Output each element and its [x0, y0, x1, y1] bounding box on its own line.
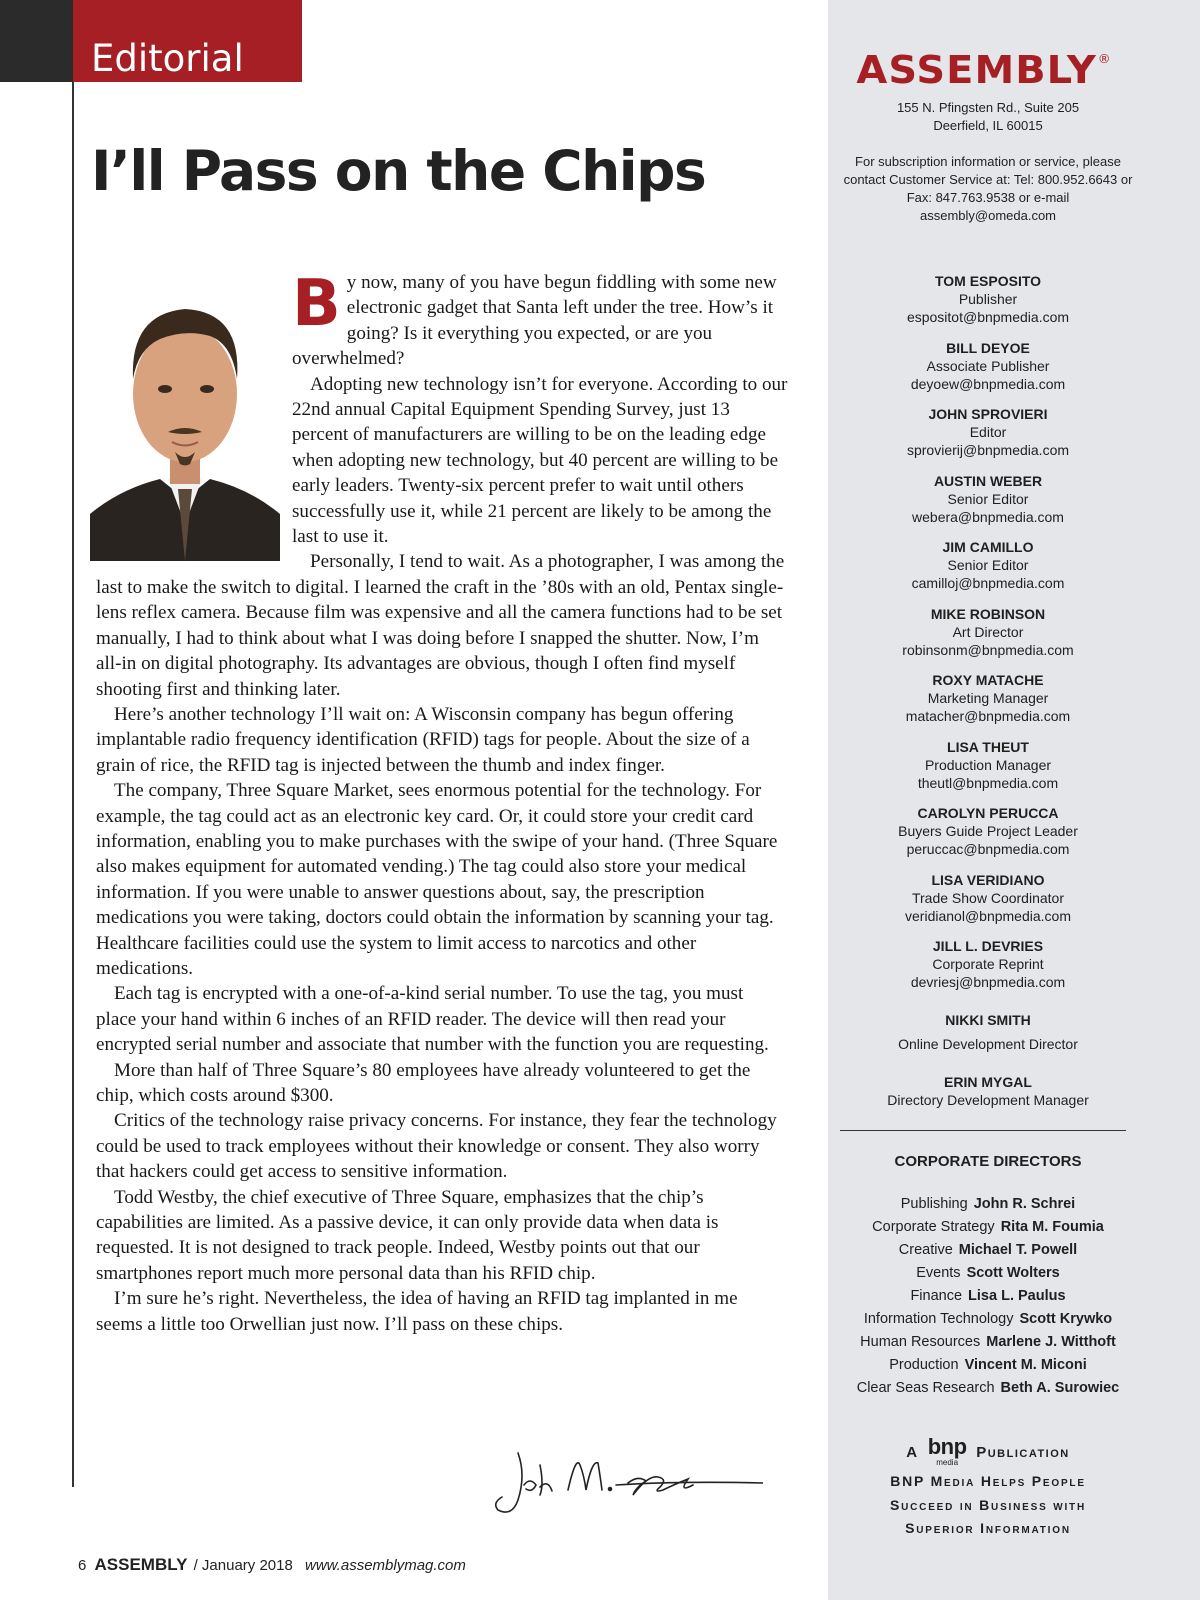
staff-entry — [828, 605, 1148, 659]
corporate-directors-heading: CORPORATE DIRECTORS — [894, 1153, 1082, 1170]
staff-title: Directory Development Manager — [887, 1092, 1089, 1108]
article-paragraph: Adopting new technology isn’t for everyone. According to our 22nd annual Capital Equipment Spending Survey, just 13 percent of manufacturers are willing to be on the leading edge when adopting new technology, but 40 percent are willing to be early leaders. Twenty-six percent prefer to wait until others successfully use it, while 21 percent are likely to be among the last to use it. — [292, 373, 788, 548]
article-body — [96, 267, 788, 1337]
staff-email[interactable]: webera@bnpmedia.com — [912, 508, 1064, 525]
staff-name: ROXY MATACHE — [932, 672, 1044, 688]
staff-name: MIKE ROBINSON — [930, 605, 1046, 622]
staff-name: LISA THEUT — [947, 738, 1029, 755]
staff-title: Buyers Guide Project Leader — [898, 823, 1078, 839]
author-signature — [488, 1445, 763, 1525]
director-name: Lisa L. Paulus — [968, 1288, 1066, 1304]
staff-entry — [828, 804, 1148, 858]
left-rule — [72, 82, 74, 1487]
staff-email[interactable]: espositot@bnpmedia.com — [906, 309, 1070, 325]
staff-title: Senior Editor — [947, 557, 1029, 573]
article-paragraph: Critics of the technology raise privacy concerns. For instance, they fear the technology could be used to track employees without their knowledge or consent. They also worry that hackers could get access to sensitive information. — [96, 1110, 777, 1183]
article-paragraph: The company, Three Square Market, sees enormous potential for the technology. For example, the tag could act as an electronic key card. Or, it could store your credit card information, enabling you to make purchases with the swipe of your hand. (Three Square also makes equipment for automated vending.) The tag could also store your medical information. If you were unable to answer questions about, say, the prescription medications you were taking, doctors could obtain the information by scanning your tag. Healthcare facilities could use the system to limit access to narcotics and other medications. — [96, 780, 778, 979]
staff-title: Marketing Manager — [927, 690, 1049, 706]
article-paragraph: Todd Westby, the chief executive of Three Square, emphasizes that the chip’s capabilities are limited. As a passive device, it can only provide data when data is requested. It is not designed to track people. Indeed, Westby points out that our smartphones report much more personal data than his RFID chip. — [96, 1186, 719, 1284]
masthead-sidebar — [828, 0, 1200, 1600]
sidebar-divider — [840, 1130, 1126, 1131]
page-footer — [78, 1555, 466, 1575]
director-row — [828, 1216, 1148, 1239]
director-name: Marlene J. Witthoft — [986, 1334, 1116, 1350]
staff-entry — [828, 538, 1148, 592]
director-row — [828, 1239, 1148, 1262]
staff-name: JIM CAMILLO — [942, 539, 1034, 555]
staff-email[interactable]: veridianol@bnpmedia.com — [905, 907, 1071, 924]
staff-email[interactable]: matacher@bnpmedia.com — [905, 708, 1071, 724]
director-role: Production — [889, 1357, 959, 1373]
publication-suffix: Publication — [976, 1443, 1070, 1461]
staff-list — [828, 272, 1148, 1122]
footer-issue: / January 2018 — [193, 1557, 293, 1574]
staff-title: Editor — [969, 424, 1007, 440]
corner-block — [0, 0, 73, 82]
director-name: Beth A. Surowiec — [1000, 1380, 1120, 1396]
subscription-line: contact Customer Service at: Tel: 800.952.6643 or — [843, 172, 1133, 187]
staff-entry — [828, 937, 1148, 991]
staff-title: Online Development Director — [898, 1036, 1078, 1052]
staff-entry — [828, 1073, 1148, 1109]
staff-email[interactable]: robinsonm@bnpmedia.com — [902, 641, 1074, 658]
mailing-address — [828, 99, 1148, 135]
staff-name: NIKKI SMITH — [945, 1012, 1031, 1028]
director-role: Events — [916, 1265, 961, 1281]
director-role: Publishing — [900, 1196, 968, 1212]
footer-brand: ASSEMBLY — [94, 1555, 188, 1574]
staff-title: Associate Publisher — [926, 357, 1050, 374]
tagline-line: BNP Media Helps People — [890, 1473, 1086, 1489]
article-paragraph: By now, many of you have begun fiddling with some new electronic gadget that Santa left under the tree. How’s it going? Is it everything you expected, or are you overwhelmed? — [292, 267, 777, 370]
director-row — [828, 1331, 1148, 1354]
staff-entry — [828, 671, 1148, 725]
assembly-logo: ASSEMBLY® — [856, 48, 1112, 92]
page-number: 6 — [78, 1557, 87, 1574]
staff-title: Senior Editor — [947, 490, 1029, 507]
director-row — [828, 1377, 1148, 1400]
registered-mark: ® — [1097, 52, 1112, 66]
article-headline: I’ll Pass on the Chips — [91, 139, 706, 203]
publication-prefix: A — [906, 1443, 919, 1461]
staff-title: Production Manager — [924, 756, 1052, 773]
article-paragraph: Each tag is encrypted with a one-of-a-kind serial number. To use the tag, you must place your hand within 6 inches of an RFID reader. The device will then read your encrypted serial number and associate that number with the function you are requesting. — [96, 983, 769, 1056]
director-row — [828, 1193, 1148, 1216]
staff-entry — [828, 738, 1148, 792]
subscription-line: Fax: 847.763.9538 or e-mail — [906, 190, 1070, 205]
staff-email[interactable]: camilloj@bnpmedia.com — [911, 575, 1065, 591]
staff-title: Trade Show Coordinator — [911, 889, 1064, 906]
section-tab — [73, 0, 302, 82]
portrait-spacer — [96, 270, 292, 556]
article-paragraph: I’m sure he’s right. Nevertheless, the idea of having an RFID tag implanted in me seems a little too Orwellian just now. I’ll pass on these chips. — [96, 1288, 738, 1335]
bnp-publication-line — [828, 1434, 1148, 1469]
staff-entry — [828, 871, 1148, 925]
article-paragraph: More than half of Three Square’s 80 employees have already volunteered to get the chip, which costs around $300. — [96, 1059, 751, 1106]
staff-name: CAROLYN PERUCCA — [917, 805, 1059, 821]
staff-name: LISA VERIDIANO — [931, 871, 1045, 888]
staff-email[interactable]: devriesj@bnpmedia.com — [910, 974, 1066, 990]
staff-name: JOHN SPROVIERI — [928, 406, 1048, 422]
address-line: 155 N. Pfingsten Rd., Suite 205 — [896, 100, 1080, 115]
director-row — [828, 1354, 1148, 1377]
drop-cap: B — [292, 267, 341, 341]
bnp-tagline — [828, 1470, 1148, 1541]
staff-name: JILL L. DEVRIES — [932, 938, 1044, 954]
article-paragraph: Personally, I tend to wait. As a photographer, I was among the last to make the switch to digital. I learned the craft in the ’80s with an old, Pentax single-lens reflex camera. Because film was expensive and all the camera functions had to be set manually, I had to think about what I was doing before I snapped the shutter. Now, I’m all-in on digital photography. Its advantages are obvious, though I often find myself shooting first and thinking later. — [96, 551, 785, 700]
staff-entry — [828, 339, 1148, 393]
bnp-media-logo: bnp media — [927, 1434, 967, 1467]
staff-entry — [828, 405, 1148, 459]
staff-entry — [828, 472, 1148, 526]
director-row — [828, 1262, 1148, 1285]
staff-title: Corporate Reprint — [932, 956, 1044, 972]
staff-name: TOM ESPOSITO — [934, 273, 1042, 289]
staff-title: Publisher — [958, 291, 1018, 307]
staff-email[interactable]: deyoew@bnpmedia.com — [910, 375, 1066, 392]
subscription-email[interactable]: assembly@omeda.com — [919, 208, 1057, 223]
staff-entry — [828, 1011, 1148, 1053]
director-name: Scott Krywko — [1019, 1311, 1113, 1327]
staff-name: ERIN MYGAL — [944, 1074, 1032, 1090]
director-row — [828, 1285, 1148, 1308]
staff-email[interactable]: theutl@bnpmedia.com — [917, 774, 1059, 791]
director-role: Information Technology — [863, 1311, 1014, 1327]
directors-list — [828, 1193, 1148, 1400]
staff-title: Art Director — [952, 623, 1024, 640]
staff-name: BILL DEYOE — [946, 339, 1030, 356]
footer-url[interactable]: www.assemblymag.com — [305, 1557, 466, 1574]
director-row — [828, 1308, 1148, 1331]
director-role: Creative — [898, 1242, 953, 1258]
subscription-info — [828, 153, 1148, 225]
director-name: Michael T. Powell — [958, 1242, 1078, 1258]
staff-email[interactable]: sprovierij@bnpmedia.com — [906, 442, 1070, 458]
subscription-line: For subscription information or service, please — [855, 154, 1121, 169]
director-name: Vincent M. Miconi — [964, 1357, 1087, 1373]
director-name: Scott Wolters — [966, 1265, 1060, 1281]
director-role: Clear Seas Research — [856, 1380, 995, 1396]
section-label: Editorial — [91, 37, 244, 80]
article-paragraph: Here’s another technology I’ll wait on: A Wisconsin company has begun offering implantable radio frequency identification (RFID) tags for people. About the size of a grain of rice, the RFID tag is injected between the thumb and index finger. — [96, 703, 750, 776]
staff-entry — [828, 272, 1148, 326]
director-role: Corporate Strategy — [872, 1219, 995, 1235]
tagline-line: Superior Information — [905, 1520, 1071, 1536]
tagline-line: Succeed in Business with — [890, 1496, 1086, 1513]
director-name: Rita M. Foumia — [1000, 1219, 1104, 1235]
director-role: Human Resources — [860, 1334, 981, 1350]
staff-name: AUSTIN WEBER — [933, 472, 1043, 489]
staff-email[interactable]: peruccac@bnpmedia.com — [906, 841, 1070, 857]
director-name: John R. Schrei — [973, 1196, 1076, 1212]
address-line: Deerfield, IL 60015 — [933, 118, 1043, 133]
director-role: Finance — [910, 1288, 963, 1304]
